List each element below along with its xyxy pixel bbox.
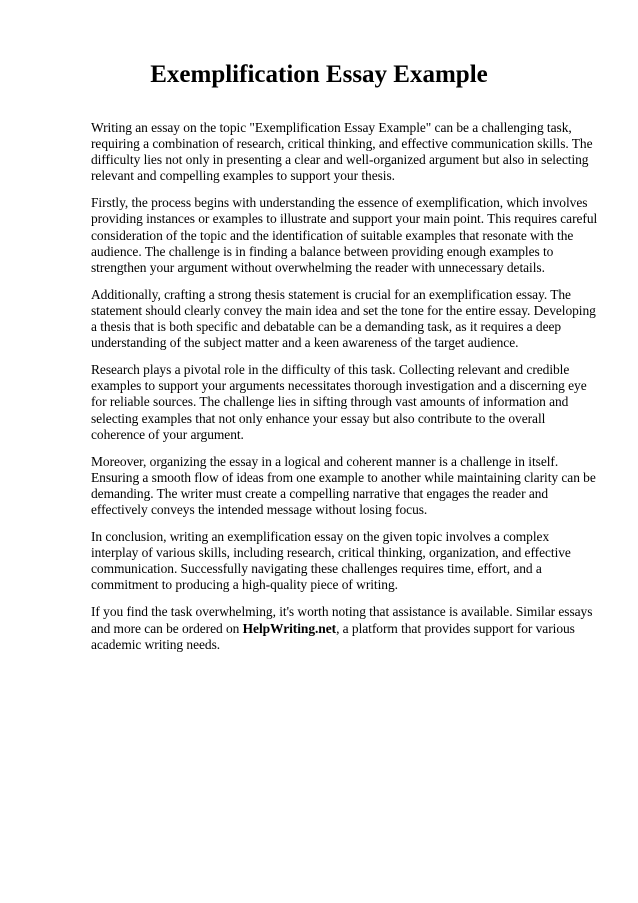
paragraph-additionally: Additionally, crafting a strong thesis statement is crucial for an exemplification essay. The statement should clearly convey the main idea and set the tone for the entire essay. Developing a thesis that is both specific and debatable can be a demanding task, as it requires a deep understanding of the subject matter and a keen awareness of the target audience.	[91, 286, 596, 351]
document-title: Exemplification Essay Example	[150, 61, 488, 88]
document-body	[91, 120, 599, 664]
paragraph-research: Research plays a pivotal role in the difficulty of this task. Collecting relevant and credible examples to support your arguments necessitates thorough investigation and a discerning eye for reliable sources. The challenge lies in sifting through vast amounts of information and selecting examples that not only enhance your essay but also contribute to the overall coherence of your argument.	[91, 362, 587, 442]
paragraph-firstly: Firstly, the process begins with understanding the essence of exemplification, which involves providing instances or examples to illustrate and support your main point. This requires careful consideration of the topic and the identification of suitable examples that resonate with the audience. The challenge is in finding a balance between providing enough examples to strengthen your argument without overwhelming the reader with unnecessary details.	[91, 195, 598, 275]
closing-text-before-link: If you find the task overwhelming, it's worth noting that assistance is available. Similar essays and more can be ordered on	[91, 604, 593, 636]
helpwriting-link[interactable]: HelpWriting.net	[242, 620, 337, 636]
paragraph-conclusion: In conclusion, writing an exemplification essay on the given topic involves a complex interplay of various skills, including research, critical thinking, organization, and effective communication. Successfully navigating these challenges requires time, effort, and a commitment to producing a high-quality piece of writing.	[91, 529, 571, 593]
closing-text-after-link: , a platform that provides support for various academic writing needs.	[91, 620, 575, 652]
paragraph-moreover: Moreover, organizing the essay in a logical and coherent manner is a challenge in itself. Ensuring a smooth flow of ideas from one example to another while maintaining clarity can be demanding. The writer must create a compelling narrative that engages the reader and effectively conveys the intended message without losing focus.	[91, 453, 596, 517]
paragraph-closing	[91, 604, 599, 652]
paragraph-intro: Writing an essay on the topic "Exemplification Essay Example" can be a challenging task, requiring a combination of research, critical thinking, and effective communication skills. The difficulty lies not only in presenting a clear and well-organized argument but also in selecting relevant and compelling examples to support your thesis.	[91, 120, 593, 184]
